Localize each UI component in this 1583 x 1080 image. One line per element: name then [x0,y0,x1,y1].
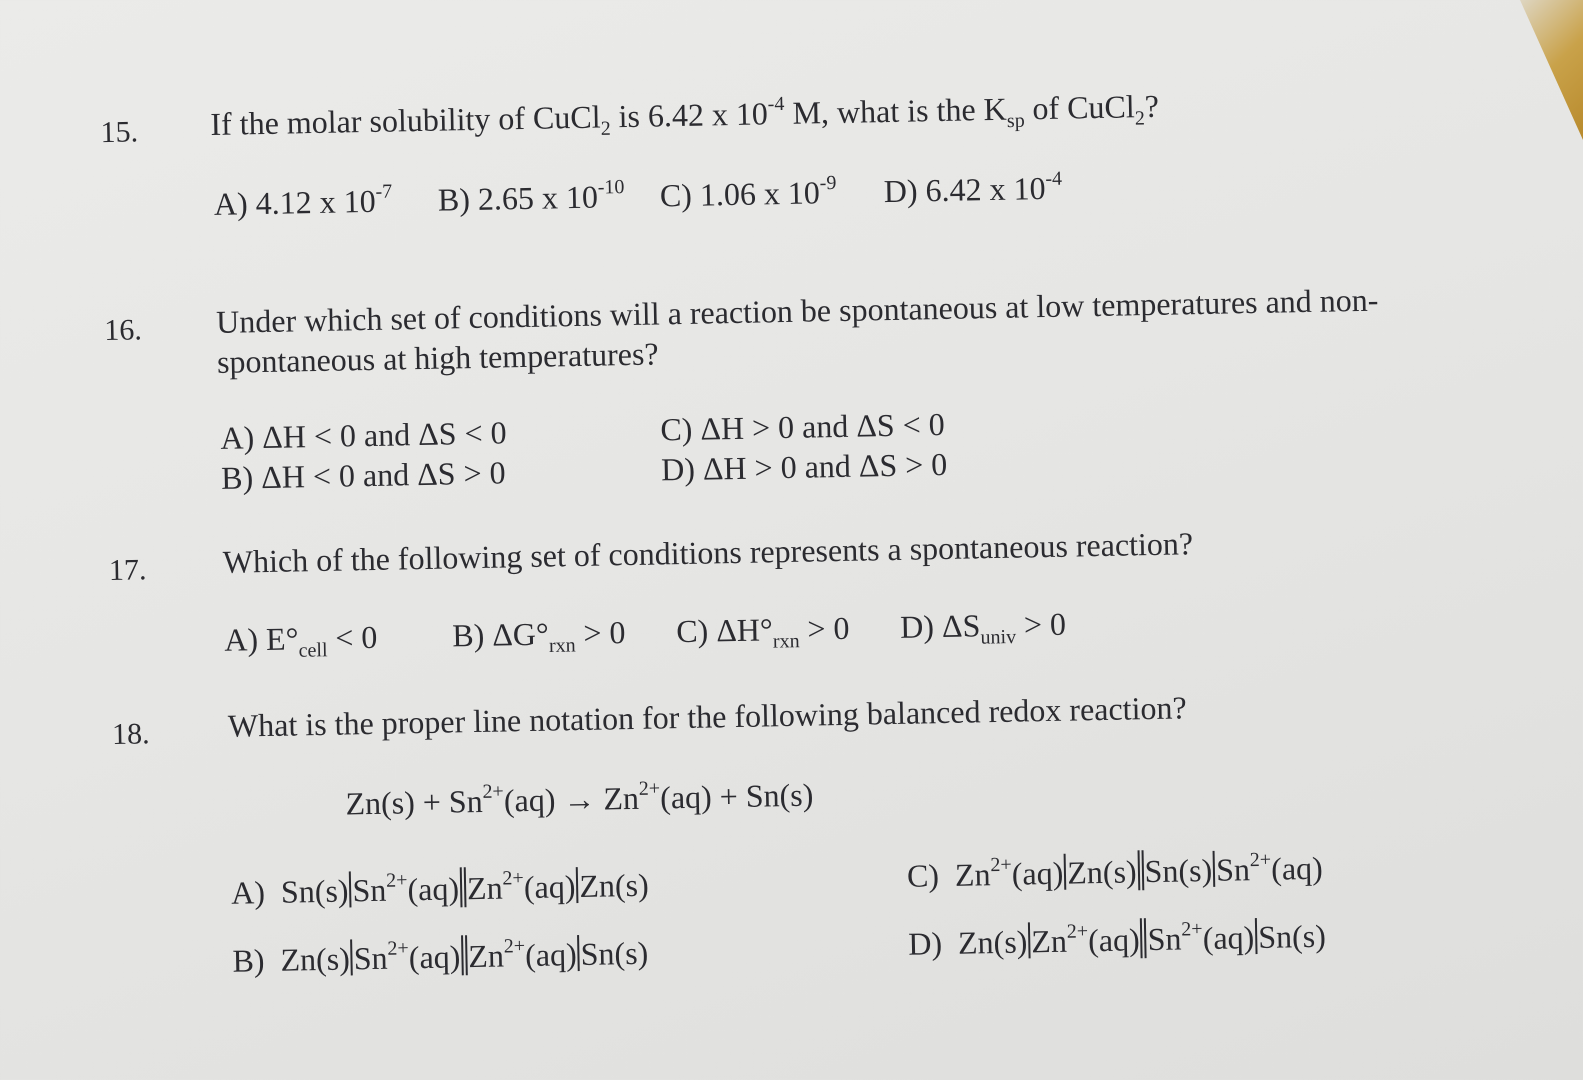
stem-text: If the molar solubility of CuCl [210,98,601,142]
question-15-option-d [883,167,1063,210]
question-16-number: 16. [104,313,143,348]
superscript: 2+ [1066,920,1089,944]
option-text: C) ΔH° [675,611,774,650]
option-text: D) ΔS [899,607,981,645]
species: Sn(s) [1144,851,1213,890]
stem-text: of CuCl [1024,88,1136,127]
species: Sn [1215,851,1251,888]
question-15-number: 15. [100,115,139,150]
species: Zn [468,937,505,975]
question-17-option-a [224,619,378,664]
superscript: 2+ [482,780,504,804]
reaction-text: (aq) + Sn(s) [659,776,814,816]
option-text: C) 1.06 x 10 [659,174,821,214]
subscript: univ [980,626,1017,649]
subscript: 2 [600,117,611,140]
question-18-stem: What is the proper line notation for the following balanced redox reaction? [227,689,1187,744]
salt-bridge [461,935,468,975]
species: Zn [466,869,503,907]
species: Zn(s) [579,866,650,905]
question-17-option-d [900,606,1067,652]
reaction-text: Zn(s) + Sn [345,782,483,822]
superscript: 2+ [385,869,408,893]
superscript: 2+ [1249,849,1272,872]
subscript: sp [1006,109,1025,133]
species: Sn(s) [280,872,349,910]
question-16-option-d: D) ΔH > 0 and ΔS > 0 [660,445,948,488]
species: (aq) [407,870,460,908]
superscript: 2+ [990,854,1012,877]
superscript: -4 [1045,167,1063,191]
question-18-option-b [232,932,649,980]
option-text: A) E° [223,620,299,658]
stem-text: is 6.42 x 10 [610,95,769,135]
species: (aq) [1270,849,1324,887]
question-17-option-c [676,610,850,656]
species: Zn [954,856,991,893]
question-16-option-a: A) ΔH < 0 and ΔS < 0 [220,414,507,456]
stem-text: M, what is the K [784,90,1008,131]
option-letter: C) [906,857,940,894]
option-text: > 0 [1015,605,1067,643]
species: Sn [1147,920,1182,958]
species: Zn(s) [1066,853,1137,891]
question-18-reaction [345,777,814,823]
option-text: A) 4.12 x 10 [213,182,377,222]
superscript: 2+ [1181,918,1203,941]
superscript: -9 [819,172,837,195]
superscript: 2+ [638,777,661,801]
salt-bridge [460,867,467,907]
question-18-option-c [907,847,1324,895]
option-letter: A) [230,874,266,911]
stem-text: ? [1144,87,1160,125]
subscript: rxn [548,634,576,657]
question-15-option-c [660,174,837,214]
species: (aq) [1011,854,1064,892]
question-18-option-d [908,915,1326,963]
species: (aq) [1087,921,1141,959]
question-15-stem [210,88,1159,149]
question-18-number: 18. [111,717,150,751]
species: (aq) [1202,919,1255,957]
species: Sn(s) [1257,917,1327,956]
question-16-option-c: C) ΔH > 0 and ΔS < 0 [660,405,946,448]
subscript: rxn [772,630,800,653]
option-text: > 0 [799,609,850,647]
question-15-option-b [438,178,625,219]
option-text: < 0 [326,618,378,656]
question-17-option-b [452,614,626,660]
superscript: -10 [597,176,625,199]
option-text: B) ΔG° [451,615,550,654]
option-text: > 0 [575,614,626,652]
species: Zn(s) [280,940,351,978]
question-17-number: 17. [108,553,147,588]
species: Zn [1030,922,1068,960]
superscript: 2+ [503,935,526,958]
option-text: D) 6.42 x 10 [883,169,1046,210]
subscript: cell [298,639,328,662]
option-letter: D) [907,925,943,962]
option-letter: B) [232,942,265,979]
species: Zn(s) [957,923,1028,961]
superscript: -4 [767,93,785,116]
question-17-stem: Which of the following set of conditions represents a spontaneous reaction? [222,525,1194,580]
species: (aq) [524,936,578,974]
superscript: -7 [375,180,393,204]
option-text: B) 2.65 x 10 [437,178,599,218]
species: (aq) [408,938,461,976]
superscript: 2+ [387,937,409,961]
species: Sn(s) [580,934,649,973]
question-18-option-a [231,864,649,912]
species: (aq) [523,868,576,906]
reaction-text: (aq) → Zn [503,779,640,819]
superscript: 2+ [502,867,524,890]
question-16-option-b: B) ΔH < 0 and ΔS > 0 [220,454,506,496]
salt-bridge [1137,850,1144,890]
subscript: 2 [1134,107,1146,130]
species: Sn [352,871,387,909]
question-16-stem-line1: Under which set of conditions will a reaction be spontaneous at low temperatures and non- [215,281,1379,340]
question-15-option-a [213,180,393,223]
species: Sn [353,939,388,977]
question-16-stem-line2: spontaneous at high temperatures? [216,335,659,380]
